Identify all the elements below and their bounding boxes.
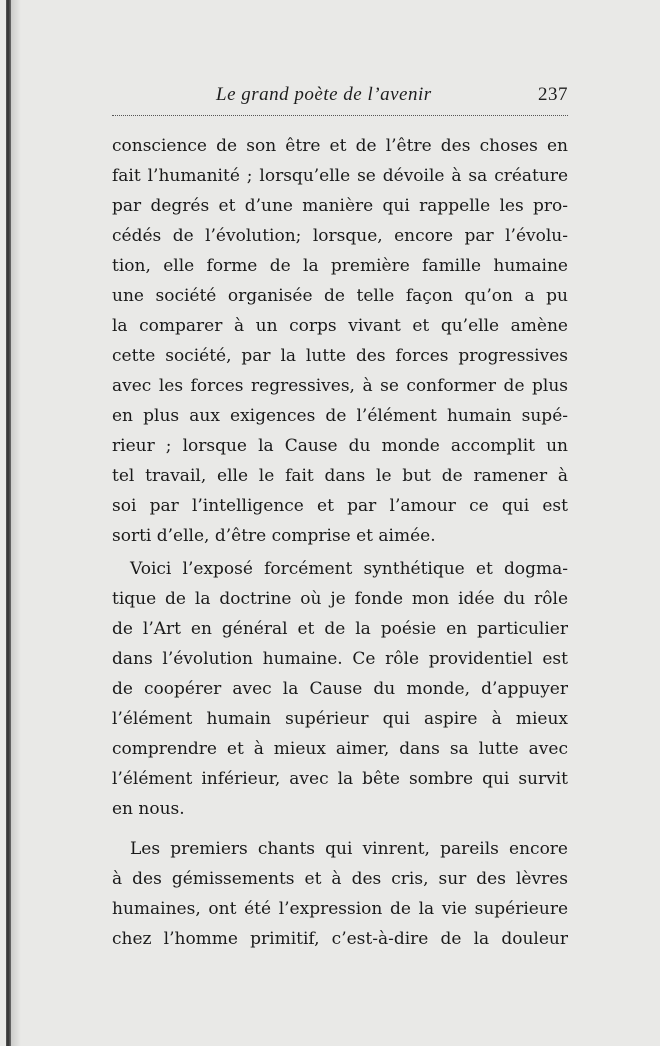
text-line: de coopérer avec la Cause du monde, d’appuyer [112,679,568,699]
text-line: dans l’évolution humaine. Ce rôle providentiel est [112,649,568,669]
running-title: Le grand poète de l’avenir [216,84,432,105]
paragraph-2 [112,554,568,824]
text-line: humaines, ont été l’expression de la vie supérieure [112,899,568,919]
spine-shadow [11,0,21,1046]
paragraph-1 [112,131,568,551]
text-line: l’élément inférieur, avec la bête sombre qui survit [112,769,568,789]
text-line: Les premiers chants qui vinrent, pareils encore [130,839,568,859]
text-line: Voici l’exposé forcément synthétique et dogma- [130,559,568,579]
text-line: en nous. [112,799,185,819]
text-line: l’élément humain supérieur qui aspire à mieux [112,709,568,729]
text-line: une société organisée de telle façon qu’on a pu [112,286,568,306]
header-rule [112,115,568,116]
text-line: soi par l’intelligence et par l’amour ce qui est [112,496,568,516]
text-line: tel travail, elle le fait dans le but de ramener à [112,466,568,486]
text-line: conscience de son être et de l’être des choses en [112,136,568,156]
text-line: la comparer à un corps vivant et qu’elle amène [112,316,568,336]
text-line: à des gémissements et à des cris, sur des lèvres [112,869,568,889]
text-line: sorti d’elle, d’être comprise et aimée. [112,526,436,546]
page-header [112,84,568,112]
text-line: rieur ; lorsque la Cause du monde accomplit un [112,436,568,456]
text-line: cédés de l’évolution; lorsque, encore par l’évolu- [112,226,568,246]
text-line: tion, elle forme de la première famille humaine [112,256,568,276]
text-line: cette société, par la lutte des forces progressives [112,346,568,366]
text-line: fait l’humanité ; lorsqu’elle se dévoile à sa créature [112,166,568,186]
text-line: par degrés et d’une manière qui rappelle les pro- [112,196,568,216]
paragraph-3 [112,834,568,954]
text-line: en plus aux exigences de l’élément humain supé- [112,406,568,426]
text-line: tique de la doctrine où je fonde mon idée du rôle [112,589,568,609]
text-line: comprendre et à mieux aimer, dans sa lutte avec [112,739,568,759]
text-line: avec les forces regressives, à se conformer de plus [112,376,568,396]
body-text [112,131,568,954]
text-line: de l’Art en général et de la poésie en particulier [112,619,568,639]
page-number: 237 [538,84,568,105]
text-line: chez l’homme primitif, c’est-à-dire de la douleur [112,929,568,949]
